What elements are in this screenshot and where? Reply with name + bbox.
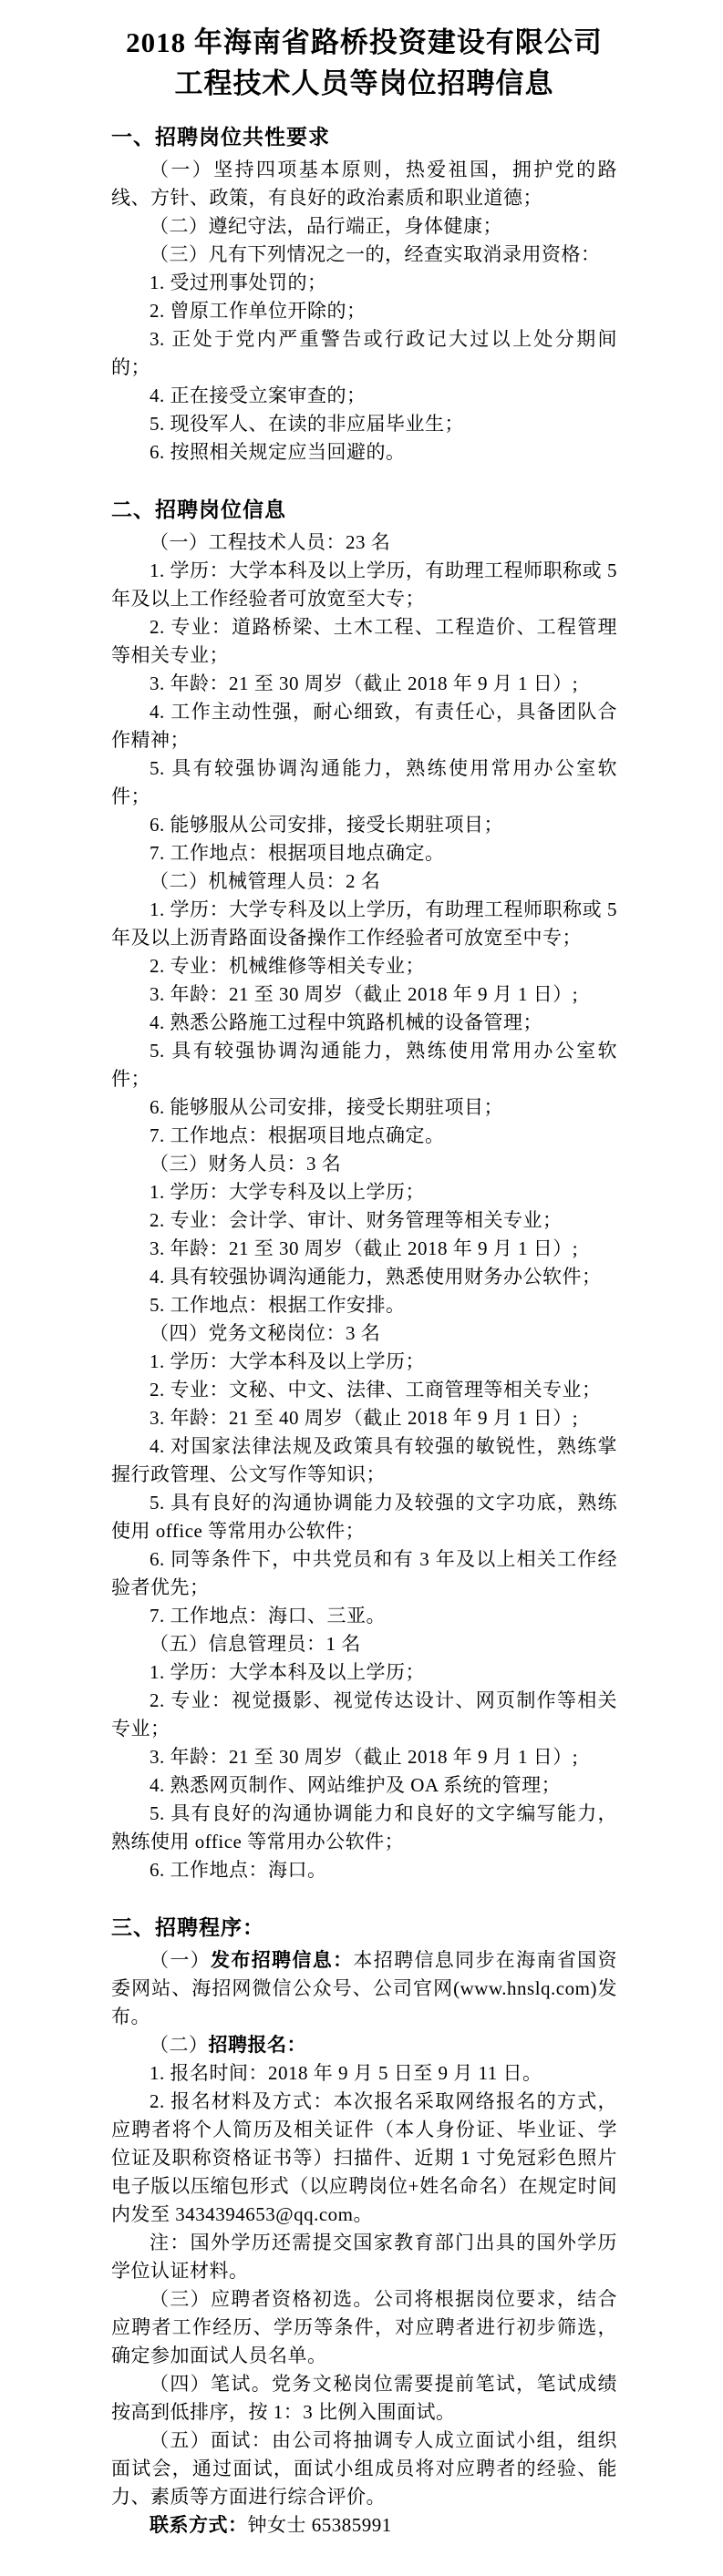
- text-run: 4. 熟悉网页制作、网站维护及 OA 系统的管理；: [150, 1774, 562, 1796]
- paragraph: [111, 1150, 617, 1178]
- text-run: 2. 专业：道路桥梁、土木工程、工程造价、工程管理等相关专业；: [111, 616, 617, 666]
- document-body: [111, 122, 617, 2540]
- text-run: 6. 能够服从公司安排，接受长期驻项目；: [150, 1096, 503, 1118]
- text-run: （一）工程技术人员：23 名: [150, 531, 391, 553]
- document-title-line1: 2018 年海南省路桥投资建设有限公司: [126, 26, 603, 58]
- paragraph: [111, 839, 617, 867]
- text-run: 2. 专业：文秘、中文、法律、工商管理等相关专业；: [150, 1379, 602, 1401]
- text-run: 3. 年龄：21 至 40 周岁（截止 2018 年 9 月 1 日）;: [150, 1407, 579, 1429]
- paragraph: [111, 1093, 617, 1122]
- text-run: 3. 年龄：21 至 30 周岁（截止 2018 年 9 月 1 日）;: [150, 983, 579, 1005]
- text-run: 5. 具有良好的沟通协调能力和良好的文字编写能力，熟练使用 office 等常用办公软件；: [111, 1802, 617, 1852]
- paragraph: [111, 241, 617, 269]
- text-run: 5. 具有较强协调沟通能力，熟练使用常用办公室软件；: [111, 1040, 617, 1090]
- paragraph: [111, 269, 617, 297]
- text-run: 5. 具有良好的沟通协调能力及较强的文字功底，熟练使用 office 等常用办公软件；: [111, 1492, 617, 1542]
- text-run: 4. 具有较强协调沟通能力，熟悉使用财务办公软件；: [150, 1266, 602, 1288]
- paragraph: [111, 410, 617, 438]
- paragraph: [111, 2229, 617, 2285]
- paragraph: [111, 952, 617, 980]
- text-run: 3. 年龄：21 至 30 周岁（截止 2018 年 9 月 1 日）;: [150, 1746, 579, 1768]
- text-run: 4. 工作主动性强，耐心细致，有责任心，具备团队合作精神；: [111, 701, 617, 751]
- text-run: 7. 工作地点：海口、三亚。: [150, 1605, 386, 1627]
- paragraph: [111, 1856, 617, 1884]
- text-run: （三）应聘者资格初选。公司将根据岗位要求，结合应聘者工作经历、学历等条件，对应聘者进行初步筛选，确定参加面试人员名单。: [111, 2288, 617, 2366]
- paragraph: [111, 754, 617, 811]
- text-run: 钟女士 65385991: [247, 2514, 392, 2536]
- text-run: 5. 工作地点：根据工作安排。: [150, 1294, 406, 1316]
- section: [111, 495, 617, 1884]
- paragraph: [111, 1348, 617, 1376]
- section: [111, 1913, 617, 2540]
- text-run: 1. 学历：大学专科及以上学历；: [150, 1181, 425, 1203]
- text-run: （二）机械管理人员：2 名: [150, 870, 381, 892]
- bold-text-run: 联系方式：: [150, 2514, 248, 2536]
- paragraph: [111, 2370, 617, 2427]
- text-run: 2. 报名材料及方式：本次报名采取网络报名的方式，应聘者将个人简历及相关证件（本人身份证、毕业证、学位证及职称资格证书等）扫描件、近期 1 寸免冠彩色照片电子版以压缩包形式（以应聘岗位+姓名命名）在规定时间内发至 3434394653@qq.com。: [111, 2090, 617, 2225]
- paragraph: [111, 1800, 617, 1856]
- paragraph: [111, 2427, 617, 2511]
- paragraph: [111, 1206, 617, 1235]
- text-run: （一）坚持四项基本原则，热爱祖国，拥护党的路线、方针、政策，有良好的政治素质和职业道德；: [111, 159, 617, 209]
- paragraph: [111, 896, 617, 952]
- paragraph: [111, 1178, 617, 1206]
- paragraph: [111, 2059, 617, 2088]
- paragraph: [111, 297, 617, 325]
- document-title: [111, 22, 617, 104]
- paragraph: [111, 1037, 617, 1093]
- paragraph: [111, 613, 617, 670]
- paragraph: [111, 325, 617, 382]
- paragraph: [111, 557, 617, 613]
- text-run: （三）凡有下列情况之一的，经查实取消录用资格：: [150, 243, 601, 265]
- text-run: 5. 具有较强协调沟通能力，熟练使用常用办公室软件；: [111, 757, 617, 807]
- text-run: 3. 正处于党内严重警告或行政记大过以上处分期间的；: [111, 328, 617, 378]
- text-run: （一）: [150, 1949, 212, 1971]
- section: [111, 122, 617, 467]
- text-run: 5. 现役军人、在读的非应届毕业生；: [150, 413, 464, 435]
- paragraph: [111, 1122, 617, 1150]
- paragraph: [111, 382, 617, 410]
- paragraph: [111, 670, 617, 698]
- paragraph: [111, 1319, 617, 1348]
- text-run: 6. 按照相关规定应当回避的。: [150, 441, 406, 463]
- paragraph: [111, 1602, 617, 1630]
- section-heading: 一、招聘岗位共性要求: [111, 125, 330, 149]
- text-run: 注：国外学历还需提交国家教育部门出具的国外学历学位认证材料。: [111, 2232, 617, 2282]
- text-run: （五）面试：由公司将抽调专人成立面试小组，组织面试会，通过面试，面试小组成员将对应聘者的经验、能力、素质等方面进行综合评价。: [111, 2429, 617, 2508]
- text-run: （五）信息管理员：1 名: [150, 1633, 361, 1655]
- section-heading: 三、招聘程序：: [111, 1915, 264, 1939]
- paragraph: [111, 212, 617, 241]
- text-run: 2. 专业：会计学、审计、财务管理等相关专业；: [150, 1209, 563, 1231]
- text-run: （三）财务人员：3 名: [150, 1153, 342, 1175]
- paragraph: [111, 1432, 617, 1489]
- text-run: 1. 受过刑事处罚的；: [150, 272, 327, 293]
- paragraph: [111, 867, 617, 896]
- text-run: 1. 报名时间：2018 年 9 月 5 日至 9 月 11 日。: [150, 2062, 542, 2084]
- paragraph: [111, 2088, 617, 2229]
- paragraph: [111, 1946, 617, 2031]
- paragraph: [111, 698, 617, 754]
- paragraph: [111, 1743, 617, 1771]
- text-run: （四）笔试。党务文秘岗位需要提前笔试，笔试成绩按高到低排序，按 1：3 比例入围面试。: [111, 2373, 617, 2423]
- text-run: 3. 年龄：21 至 30 周岁（截止 2018 年 9 月 1 日）;: [150, 1237, 579, 1259]
- text-run: 2. 曾原工作单位开除的；: [150, 300, 367, 322]
- text-run: 7. 工作地点：根据项目地点确定。: [150, 1124, 445, 1146]
- paragraph: [111, 1235, 617, 1263]
- paragraph: [111, 1545, 617, 1602]
- paragraph: [111, 1263, 617, 1291]
- text-run: 6. 能够服从公司安排，接受长期驻项目；: [150, 814, 503, 836]
- text-run: 4. 正在接受立案审查的；: [150, 385, 367, 406]
- text-run: 本招聘信息同步在海南省国资委网站、海招网微信公众号、公司官网(www.hnslq.com)发布。: [111, 1949, 618, 2027]
- paragraph: [111, 156, 617, 212]
- paragraph: [111, 529, 617, 557]
- text-run: 1. 学历：大学本科及以上学历，有助理工程师职称或 5 年及以上工作经验者可放宽至大专；: [111, 559, 617, 610]
- text-run: （二）遵纪守法，品行端正，身体健康；: [150, 215, 502, 237]
- paragraph: [111, 1489, 617, 1545]
- paragraph: [111, 1630, 617, 1658]
- contact-line: [111, 2511, 617, 2540]
- text-run: 1. 学历：大学本科及以上学历；: [150, 1661, 425, 1683]
- text-run: 3. 年龄：21 至 30 周岁（截止 2018 年 9 月 1 日）;: [150, 672, 579, 694]
- text-run: 7. 工作地点：根据项目地点确定。: [150, 842, 445, 864]
- text-run: 6. 同等条件下，中共党员和有 3 年及以上相关工作经验者优先；: [111, 1548, 617, 1598]
- paragraph: [111, 2285, 617, 2370]
- paragraph: [111, 1376, 617, 1404]
- paragraph: [111, 2031, 617, 2059]
- paragraph: [111, 1771, 617, 1800]
- document-title-line2: 工程技术人员等岗位招聘信息: [174, 67, 554, 99]
- paragraph: [111, 1658, 617, 1687]
- paragraph: [111, 980, 617, 1009]
- bold-text-run: 发布招聘信息：: [211, 1949, 354, 1971]
- paragraph: [111, 1291, 617, 1319]
- paragraph: [111, 1009, 617, 1037]
- paragraph: [111, 1687, 617, 1743]
- paragraph: [111, 1404, 617, 1432]
- text-run: 1. 学历：大学专科及以上学历，有助理工程师职称或 5 年及以上沥青路面设备操作工作经验者可放宽至中专；: [111, 898, 617, 949]
- text-run: （二）: [150, 2034, 209, 2056]
- text-run: 2. 专业：视觉摄影、视觉传达设计、网页制作等相关专业；: [111, 1689, 617, 1740]
- text-run: （四）党务文秘岗位：3 名: [150, 1322, 381, 1344]
- bold-text-run: 招聘报名：: [208, 2034, 306, 2056]
- paragraph: [111, 438, 617, 467]
- text-run: 6. 工作地点：海口。: [150, 1859, 327, 1881]
- text-run: 1. 学历：大学本科及以上学历；: [150, 1350, 425, 1372]
- text-run: 2. 专业：机械维修等相关专业；: [150, 955, 425, 977]
- paragraph: [111, 811, 617, 839]
- section-heading: 二、招聘岗位信息: [111, 498, 286, 521]
- text-run: 4. 对国家法律法规及政策具有较强的敏锐性，熟练掌握行政管理、公文写作等知识；: [111, 1435, 617, 1485]
- text-run: 4. 熟悉公路施工过程中筑路机械的设备管理；: [150, 1011, 542, 1033]
